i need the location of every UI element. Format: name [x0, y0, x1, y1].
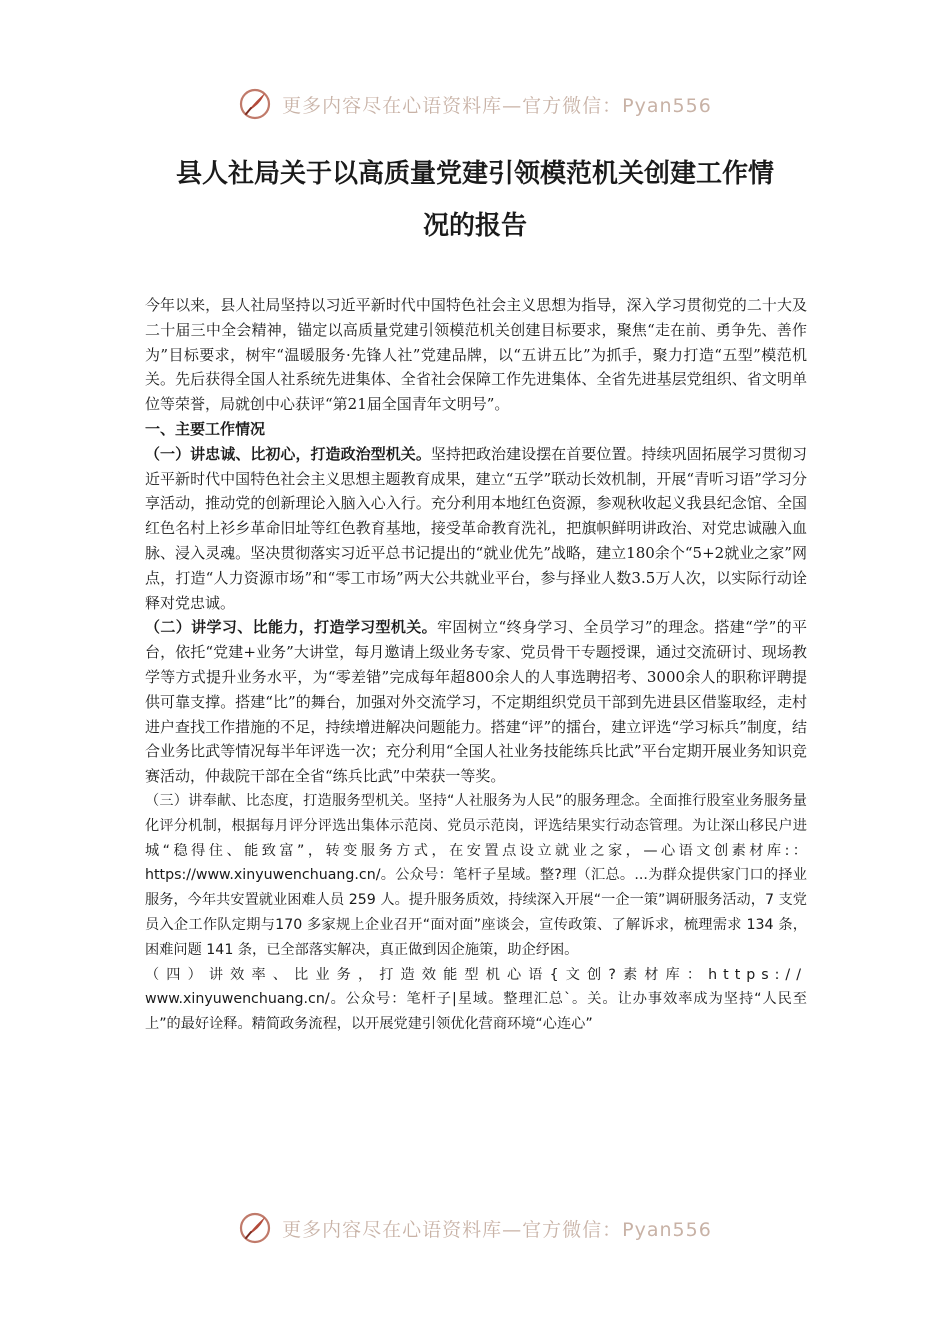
paragraph-efficiency: （四）讲效率、比业务，打造效能型机心语{文创?素材库：https:// www.xinyuwenchuang.cn/。公众号：笔杆子|星域。整理汇总`。关。让办事效率成为坚持“人民至上”的最好诠释。精简政务流程，以开展党建引领优化营商环境“心连心”	[145, 966, 807, 1033]
quill-logo-icon	[238, 1211, 272, 1245]
paragraph-political: （一）讲忠诚、比初心，打造政治型机关。坚持把政治建设摆在首要位置。持续巩固拓展学习贯彻习近平新时代中国特色社会主义思想主题教育成果，建立“五学”联动长效机制，开展“青听习语”学习分享活动，推动党的创新理论入脑入心入行。充分利用本地红色资源，参观秋收起义我县纪念馆、全国红色名村上衫乡革命旧址等红色教育基地，接受革命教育洗礼，把旗帜鲜明讲政治、对党忠诚融入血脉、浸入灵魂。坚决贯彻落实习近平总书记提出的“就业优先”战略，建立180余个“5+2就业之家”网点，打造“人力资源市场”和“零工市场”两大公共就业平台，参与择业人数3.5万人次，以实际行动诠释对党忠诚。	[145, 444, 807, 612]
watermark-banner-bottom	[0, 1208, 950, 1248]
title-line-1: 县人社局关于以高质量党建引领模范机关创建工作情	[175, 159, 774, 189]
paragraph-learning: （二）讲学习、比能力，打造学习型机关。牢固树立“终身学习、全员学习”的理念。搭建“学”的平台，依托“党建+业务”大讲堂，每月邀请上级业务专家、党员骨干专题授课，通过交流研讨、现场教学等方式提升业务水平，为“零差错”完成每年超800余人的人事选聘招考、3000余人的职称评聘提供可靠支撑。搭建“比”的舞台，加强对外交流学习，不定期组织党员干部到先进县区借鉴取经，走村进户查找工作措施的不足，持续增进解决问题能力。搭建“评”的擂台，建立评选“学习标兵”制度，结合业务比武等情况每半年评选一次；充分利用“全国人社业务技能练兵比武”平台定期开展业务知识竞赛活动，仲裁院干部在全省“练兵比武”中荣获一等奖。	[145, 618, 807, 786]
quill-logo-icon	[238, 87, 272, 121]
title-line-2: 况的报告	[422, 211, 527, 241]
paragraph-lead: （一）讲忠诚、比初心，打造政治型机关。	[145, 444, 431, 463]
watermark-text: 更多内容尽在心语资料库—官方微信：Pyan556	[282, 1218, 712, 1241]
paragraph-service: （三）讲奉献、比态度，打造服务型机关。坚持“人社服务为人民”的服务理念。全面推行股室业务服务量化评分机制，根据每月评分评选出集体示范岗、党员示范岗，评选结果实行动态管理。为让深山移民户进城“稳得住、能致富”，转变服务方式，在安置点设立就业之家，—心语文创素材库:：https://www.xinyuwenchuang.cn/。公众号：笔杆子星域。整?理（汇总。...为群众提供家门口的择业服务，今年共安置就业困难人员 259 人。提升服务质效，持续深入开展“一企一策”调研服务活动，7 支党员入企工作队定期与170 多家规上企业召开“面对面”座谈会，宣传政策、了解诉求，梳理需求 134 条，困难问题 141 条，已全部落实解决，真正做到因企施策，助企纾困。	[145, 792, 807, 958]
paragraph-lead: （二）讲学习、比能力，打造学习型机关。	[145, 618, 438, 637]
section-heading: 一、主要工作情况	[145, 419, 266, 438]
watermark-banner-top	[0, 84, 950, 124]
document-body	[145, 293, 807, 1037]
watermark-text: 更多内容尽在心语资料库—官方微信：Pyan556	[282, 94, 712, 117]
intro-paragraph: 今年以来，县人社局坚持以习近平新时代中国特色社会主义思想为指导，深入学习贯彻党的二十大及二十届三中全会精神，锚定以高质量党建引领模范机关创建目标要求，聚焦“走在前、勇争先、善作为”目标要求，树牢“温暖服务·先锋人社”党建品牌，以“五讲五比”为抓手，聚力打造“五型”模范机关。先后获得全国人社系统先进集体、全省社会保障工作先进集体、全省先进基层党组织、省文明单位等荣誉，局就创中心获评“第21届全国青年文明号”。	[145, 296, 807, 414]
document-title	[100, 148, 850, 252]
